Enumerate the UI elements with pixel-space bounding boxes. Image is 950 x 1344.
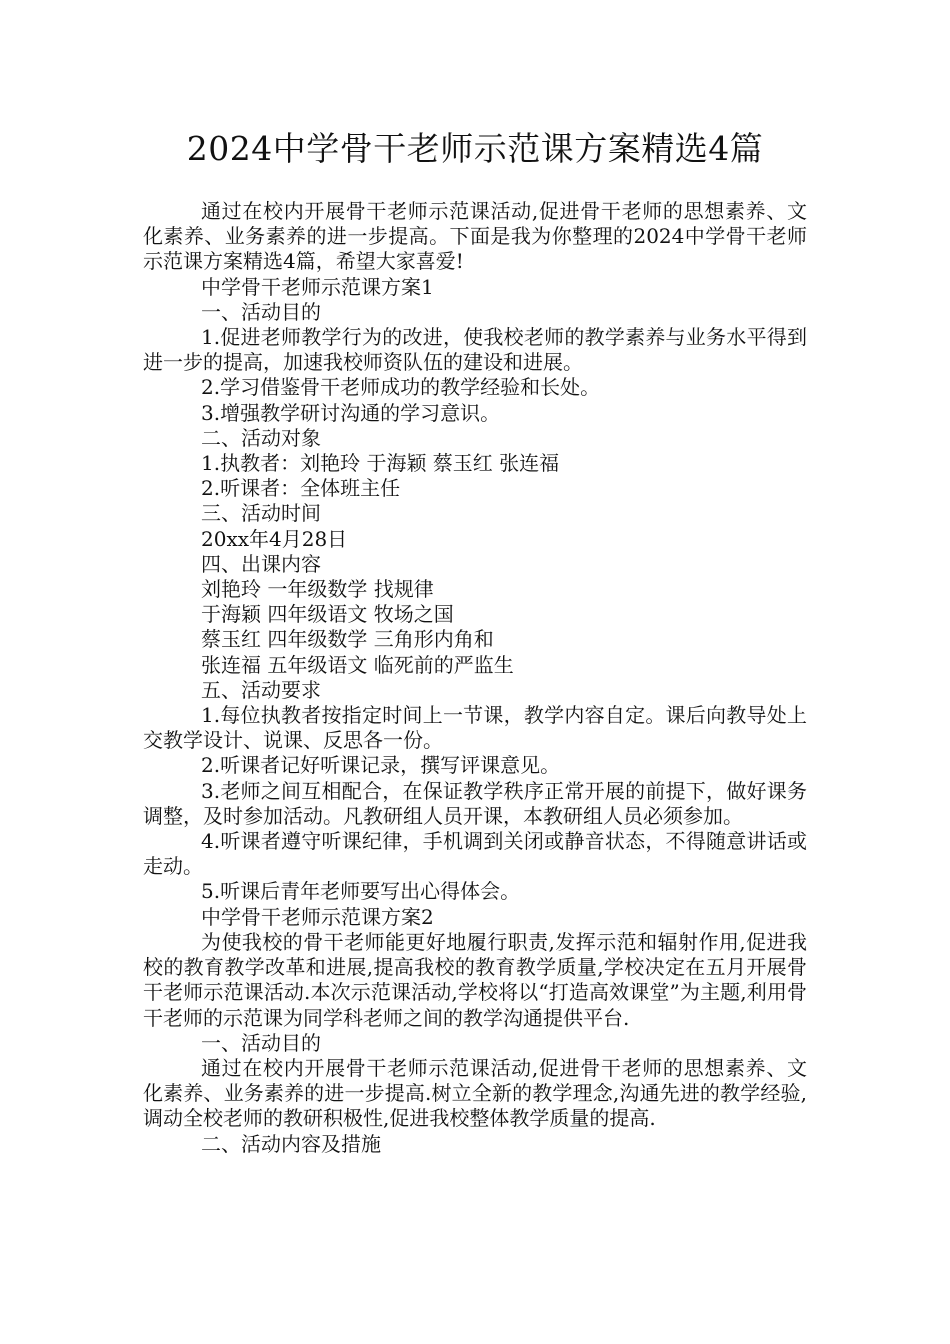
subheading-purpose: 一、活动目的 (201, 299, 321, 324)
requirement-item-2: 2.听课者记好听课记录，撰写评课意见。 (201, 753, 561, 778)
plan-2-subheading-content: 二、活动内容及措施 (201, 1131, 381, 1156)
requirement-item-5: 5.听课后青年老师要写出心得体会。 (201, 879, 521, 904)
lesson-item: 张连福 五年级语文 临死前的严监生 (201, 652, 514, 677)
lesson-item: 于海颖 四年级语文 牧场之国 (201, 602, 454, 627)
subheading-time: 三、活动时间 (201, 501, 321, 526)
subheading-requirements: 五、活动要求 (201, 677, 321, 702)
document-body (143, 199, 807, 1157)
intro-paragraph: 通过在校内开展骨干老师示范课活动,促进骨干老师的思想素养、文化素养、业务素养的进一步提高。下面是我为你整理的2024中学骨干老师示范课方案精选4篇，希望大家喜爱! (143, 199, 807, 274)
purpose-item-2: 2.学习借鉴骨干老师成功的教学经验和长处。 (201, 375, 601, 400)
plan-2-subheading-purpose: 一、活动目的 (201, 1030, 321, 1055)
requirement-item-3: 3.老师之间互相配合，在保证教学秩序正常开展的前提下，做好课务调整，及时参加活动。凡教研组人员开课，本教研组人员必须参加。 (143, 778, 807, 828)
requirement-item-1: 1.每位执教者按指定时间上一节课，教学内容自定。课后向教导处上交教学设计、说课、反思各一份。 (143, 703, 807, 753)
purpose-item-3: 3.增强教学研讨沟通的学习意识。 (201, 400, 501, 425)
purpose-item-1: 1.促进老师教学行为的改进，使我校老师的教学素养与业务水平得到进一步的提高，加速我校师资队伍的建设和进展。 (143, 325, 807, 375)
document-title: 2024中学骨干老师示范课方案精选4篇 (186, 129, 764, 168)
lesson-item: 刘艳玲 一年级数学 找规律 (201, 577, 434, 602)
requirement-item-4: 4.听课者遵守听课纪律，手机调到关闭或静音状态，不得随意讲话或走动。 (143, 829, 807, 879)
plan-2-intro: 为使我校的骨干老师能更好地履行职责,发挥示范和辐射作用,促进我校的教育教学改革和进展,提高我校的教育教学质量,学校决定在五月开展骨干老师示范课活动.本次示范课活动,学校将以“打造高效课堂”为主题,利用骨干老师的示范课为同学科老师之间的教学沟通提供平台. (143, 929, 807, 1030)
participants-listeners: 2.听课者：全体班主任 (201, 476, 401, 501)
section-heading-plan-1: 中学骨干老师示范课方案1 (201, 274, 434, 299)
subheading-lessons: 四、出课内容 (201, 551, 321, 576)
plan-2-purpose-text: 通过在校内开展骨干老师示范课活动,促进骨干老师的思想素养、文化素养、业务素养的进一步提高.树立全新的教学理念,沟通先进的教学经验,调动全校老师的教研积极性,促进我校整体教学质量的提高. (143, 1055, 807, 1131)
lesson-item: 蔡玉红 四年级数学 三角形内角和 (201, 627, 494, 652)
activity-date: 20xx年4月28日 (201, 526, 348, 551)
participants-teachers: 1.执教者：刘艳玲 于海颖 蔡玉红 张连福 (201, 451, 560, 476)
section-heading-plan-2: 中学骨干老师示范课方案2 (201, 904, 434, 929)
subheading-participants: 二、活动对象 (201, 425, 321, 450)
